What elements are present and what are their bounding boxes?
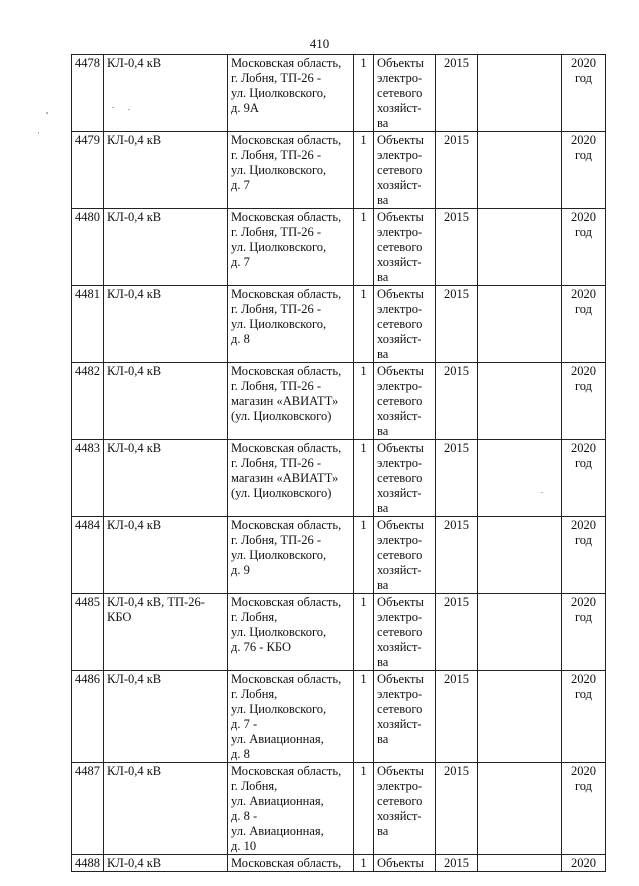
end-year: 2020 год <box>562 55 606 132</box>
object-address: Московская область, г. Лобня, ул. Авиационная, д. 8 - ул. Авиационная, д. 10 <box>228 763 354 855</box>
commission-year: 2015 <box>436 55 478 132</box>
object-category: Объекты электро- сетевого хозяйст- ва <box>374 671 436 763</box>
quantity: 1 <box>354 209 374 286</box>
table-row <box>72 363 606 440</box>
blank-cell <box>478 55 562 132</box>
object-category: Объекты электро- сетевого хозяйст- ва <box>374 763 436 855</box>
row-number: 4483 <box>72 440 104 517</box>
quantity: 1 <box>354 855 374 872</box>
object-address: Московская область, <box>228 855 354 872</box>
object-category: Объекты электро- сетевого хозяйст- ва <box>374 517 436 594</box>
quantity: 1 <box>354 363 374 440</box>
end-year: 2020 год <box>562 209 606 286</box>
commission-year: 2015 <box>436 671 478 763</box>
row-number: 4484 <box>72 517 104 594</box>
end-year: 2020 год <box>562 286 606 363</box>
commission-year: 2015 <box>436 594 478 671</box>
table-row <box>72 55 606 132</box>
blank-cell <box>478 209 562 286</box>
object-address: Московская область, г. Лобня, ТП-26 - ул. Циолковского, д. 9 <box>228 517 354 594</box>
object-address: Московская область, г. Лобня, ул. Циолковского, д. 76 - КБО <box>228 594 354 671</box>
object-category: Объекты электро- сетевого хозяйст- ва <box>374 55 436 132</box>
object-category: Объекты электро- сетевого хозяйст- ва <box>374 286 436 363</box>
table-row <box>72 132 606 209</box>
quantity: 1 <box>354 594 374 671</box>
object-category: Объекты электро- сетевого хозяйст- ва <box>374 363 436 440</box>
end-year: 2020 год <box>562 517 606 594</box>
commission-year: 2015 <box>436 209 478 286</box>
object-name: КЛ-0,4 кВ <box>104 209 228 286</box>
blank-cell <box>478 517 562 594</box>
row-number: 4480 <box>72 209 104 286</box>
object-address: Московская область, г. Лобня, ТП-26 - магазин «АВИАТТ» (ул. Циолковского) <box>228 363 354 440</box>
end-year: 2020 год <box>562 763 606 855</box>
scan-speck <box>112 107 114 108</box>
object-name: КЛ-0,4 кВ <box>104 671 228 763</box>
object-name: КЛ-0,4 кВ, ТП-26- КБО <box>104 594 228 671</box>
object-address: Московская область, г. Лобня, ТП-26 - ул. Циолковского, д. 9А <box>228 55 354 132</box>
quantity: 1 <box>354 671 374 763</box>
end-year: 2020 год <box>562 671 606 763</box>
end-year: 2020 <box>562 855 606 872</box>
blank-cell <box>478 132 562 209</box>
table-row <box>72 855 606 872</box>
commission-year: 2015 <box>436 363 478 440</box>
object-category: Объекты <box>374 855 436 872</box>
row-number: 4488 <box>72 855 104 872</box>
object-name: КЛ-0,4 кВ <box>104 286 228 363</box>
table-row <box>72 209 606 286</box>
blank-cell <box>478 763 562 855</box>
blank-cell <box>478 363 562 440</box>
commission-year: 2015 <box>436 132 478 209</box>
table-row <box>72 440 606 517</box>
quantity: 1 <box>354 763 374 855</box>
object-name: КЛ-0,4 кВ <box>104 363 228 440</box>
object-name: КЛ-0,4 кВ <box>104 517 228 594</box>
blank-cell <box>478 594 562 671</box>
blank-cell <box>478 440 562 517</box>
object-name: КЛ-0,4 кВ <box>104 55 228 132</box>
end-year: 2020 год <box>562 440 606 517</box>
end-year: 2020 год <box>562 132 606 209</box>
object-name: КЛ-0,4 кВ <box>104 440 228 517</box>
row-number: 4486 <box>72 671 104 763</box>
quantity: 1 <box>354 440 374 517</box>
row-number: 4479 <box>72 132 104 209</box>
commission-year: 2015 <box>436 440 478 517</box>
table-row <box>72 671 606 763</box>
object-address: Московская область, г. Лобня, ТП-26 - ул. Циолковского, д. 7 <box>228 132 354 209</box>
commission-year: 2015 <box>436 517 478 594</box>
quantity: 1 <box>354 55 374 132</box>
table-row <box>72 594 606 671</box>
end-year: 2020 год <box>562 594 606 671</box>
object-address: Московская область, г. Лобня, ТП-26 - магазин «АВИАТТ» (ул. Циолковского) <box>228 440 354 517</box>
table-row <box>72 286 606 363</box>
object-category: Объекты электро- сетевого хозяйст- ва <box>374 594 436 671</box>
page-number: 410 <box>309 36 330 51</box>
property-register-table <box>71 54 606 872</box>
blank-cell <box>478 671 562 763</box>
scan-speck <box>46 112 48 114</box>
object-address: Московская область, г. Лобня, ТП-26 - ул. Циолковского, д. 8 <box>228 286 354 363</box>
object-name: КЛ-0,4 кВ <box>104 763 228 855</box>
object-category: Объекты электро- сетевого хозяйст- ва <box>374 132 436 209</box>
blank-cell <box>478 855 562 872</box>
object-category: Объекты электро- сетевого хозяйст- ва <box>374 440 436 517</box>
row-number: 4482 <box>72 363 104 440</box>
end-year: 2020 год <box>562 363 606 440</box>
commission-year: 2015 <box>436 763 478 855</box>
commission-year: 2015 <box>436 286 478 363</box>
object-category: Объекты электро- сетевого хозяйст- ва <box>374 209 436 286</box>
object-address: Московская область, г. Лобня, ТП-26 - ул. Циолковского, д. 7 <box>228 209 354 286</box>
quantity: 1 <box>354 286 374 363</box>
row-number: 4485 <box>72 594 104 671</box>
scan-speck <box>38 132 39 134</box>
table-row <box>72 763 606 855</box>
quantity: 1 <box>354 132 374 209</box>
row-number: 4481 <box>72 286 104 363</box>
commission-year: 2015 <box>436 855 478 872</box>
object-name: КЛ-0,4 кВ <box>104 855 228 872</box>
quantity: 1 <box>354 517 374 594</box>
blank-cell <box>478 286 562 363</box>
row-number: 4487 <box>72 763 104 855</box>
row-number: 4478 <box>72 55 104 132</box>
object-name: КЛ-0,4 кВ <box>104 132 228 209</box>
scan-speck <box>541 492 543 493</box>
scan-speck <box>128 109 130 110</box>
table-row <box>72 517 606 594</box>
object-address: Московская область, г. Лобня, ул. Циолковского, д. 7 - ул. Авиационная, д. 8 <box>228 671 354 763</box>
